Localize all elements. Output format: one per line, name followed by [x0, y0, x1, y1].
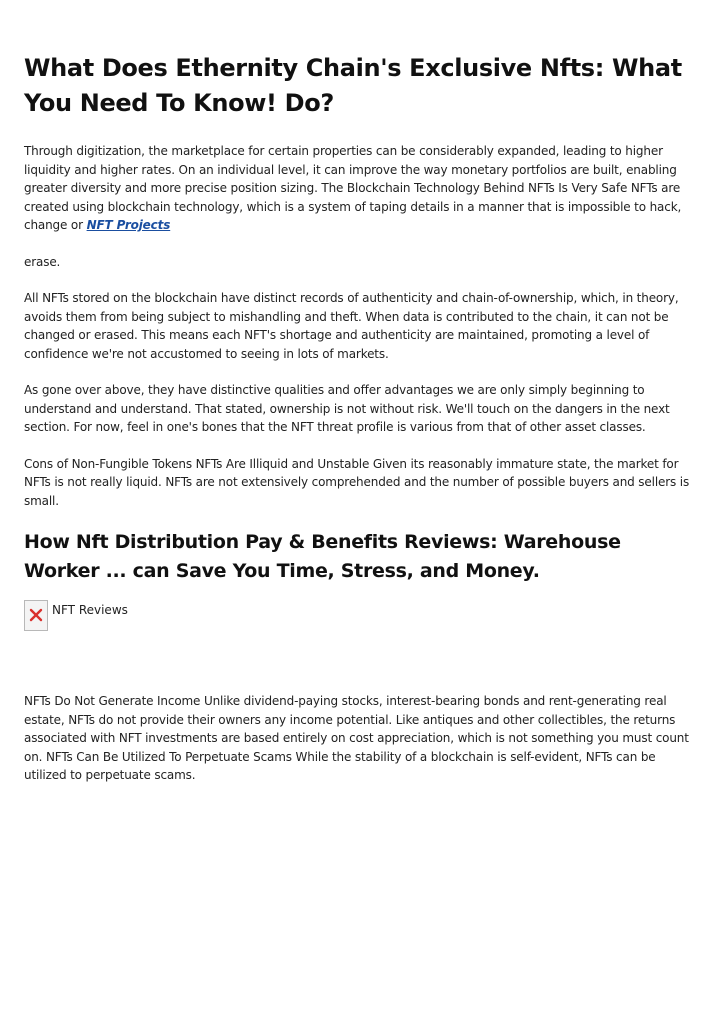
paragraph [24, 142, 694, 235]
paragraph: erase. [24, 254, 61, 269]
broken-image-icon [24, 600, 48, 631]
paragraph: All NFTs stored on the blockchain have distinct records of authenticity and chain-of-ownership, which, in theory, avoids them from being subject to mishandling and theft. When data is contributed to the chain, it can not be changed or erased. This means each NFT's shortage and authenticity are maintained, promoting a level of confidence we're not accustomed to seeing in lots of markets. [24, 291, 679, 361]
paragraph: Cons of Non-Fungible Tokens NFTs Are Illiquid and Unstable Given its reasonably immature state, the market for NFTs is not really liquid. NFTs are not extensively comprehended and the number of possible buyers and sellers is small. [24, 456, 690, 508]
image-placeholder [24, 600, 694, 636]
paragraph: As gone over above, they have distinctive qualities and offer advantages we are only simply beginning to understand and understand. That stated, ownership is not without risk. We'll touch on the dangers in the next section. For now, feel in one's bones that the NFT threat profile is various from that of other asset classes. [24, 383, 670, 434]
paragraph-text: Through digitization, the marketplace for certain properties can be considerably expanded, leading to higher liquidity and higher rates. On an individual level, it can improve the way monetary portfolios are built, enabling greater diversity and more precise position sizing. The Blockchain Technology Behind NFTs Is Very Safe NFTs are created using blockchain technology, which is a system of taping details in a manner that is impossible to hack, change or [24, 144, 682, 232]
paragraph: NFTs Do Not Generate Income Unlike dividend-paying stocks, interest-bearing bonds and rent-generating real estate, NFTs do not provide their owners any income potential. Like antiques and other collectibles, the returns associated with NFT investments are based entirely on cost appreciation, which is not something you must count on. NFTs Can Be Utilized To Perpetuate Scams While the stability of a blockchain is self-evident, NFTs can be utilized to perpetuate scams. [24, 694, 689, 782]
page-title: What Does Ethernity Chain's Exclusive Nfts: What You Need To Know! Do? [24, 54, 682, 117]
close-x-icon [29, 608, 43, 622]
nft-projects-link[interactable]: NFT Projects [86, 218, 171, 232]
section-heading: How Nft Distribution Pay & Benefits Reviews: Warehouse Worker ... can Save You Time, Stress, and Money. [24, 531, 621, 582]
image-alt-text: NFT Reviews [52, 603, 128, 617]
article [24, 0, 694, 785]
